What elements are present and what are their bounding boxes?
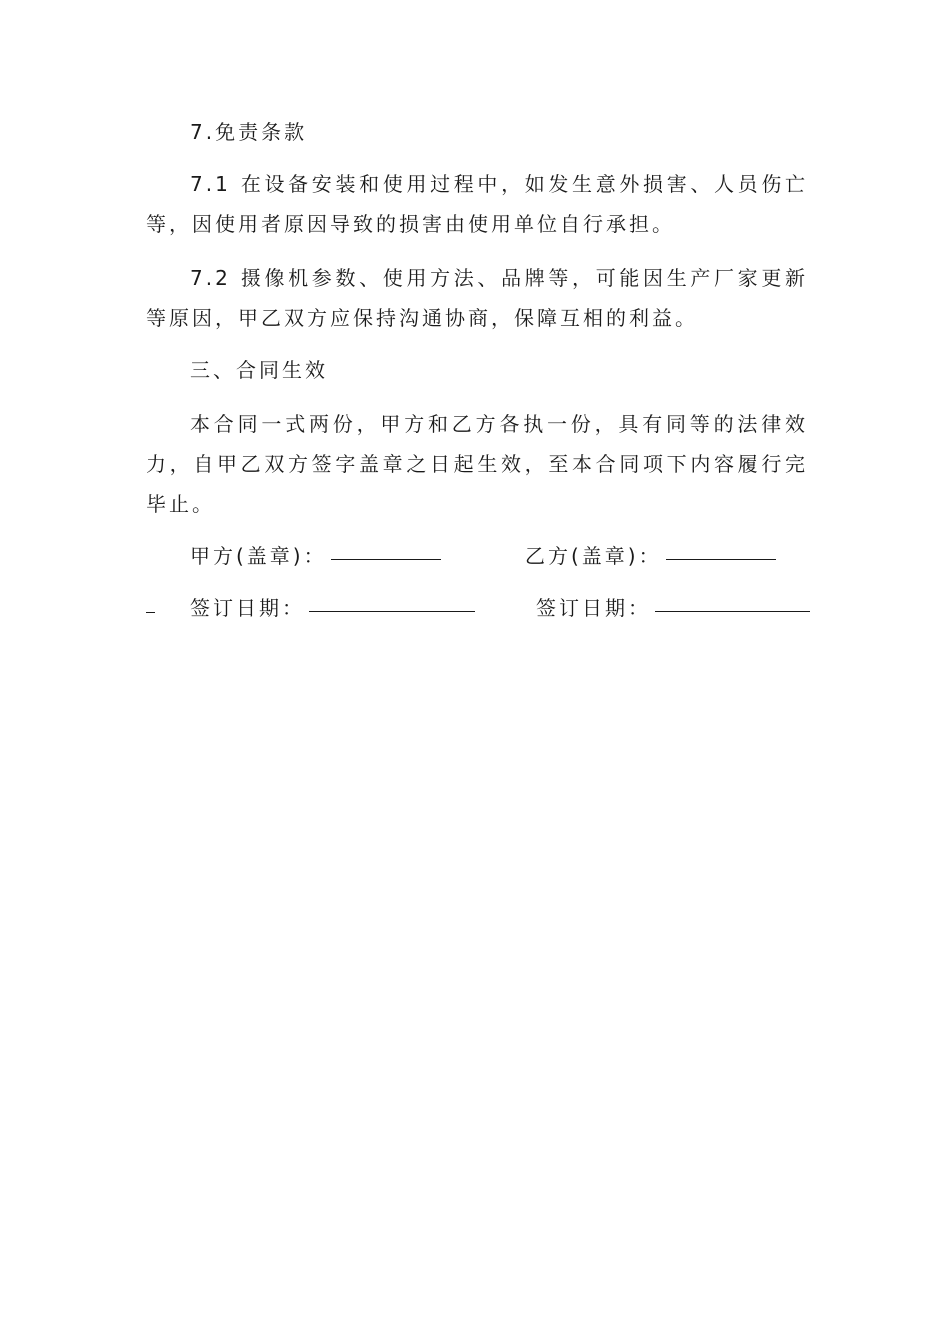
section-7-heading: 7.免责条款 — [190, 120, 308, 144]
party-b-seal-label: 乙方(盖章)： — [525, 544, 662, 568]
section-3-heading: 三、合同生效 — [190, 358, 328, 382]
party-a-seal — [190, 536, 441, 576]
sign-date-left — [190, 588, 475, 628]
party-a-seal-blank — [331, 558, 441, 560]
effect-paragraph: 本合同一式两份，甲方和乙方各执一份，具有同等的法律效力，自甲乙双方签字盖章之日起生效，至本合同项下内容履行完毕止。 — [146, 412, 808, 516]
party-b-seal — [525, 536, 776, 576]
clause-7-2: 7.2 摄像机参数、使用方法、品牌等，可能因生产厂家更新等原因，甲乙双方应保持沟通协商，保障互相的利益。 — [146, 266, 808, 330]
sign-date-left-label: 签订日期： — [190, 596, 305, 620]
date-row — [146, 588, 808, 628]
clause-7-1: 7.1 在设备安装和使用过程中，如发生意外损害、人员伤亡等，因使用者原因导致的损害由使用单位自行承担。 — [146, 172, 808, 236]
document-body — [146, 112, 808, 628]
sign-date-left-blank — [309, 610, 475, 612]
sign-date-right-blank — [655, 610, 810, 612]
party-a-seal-label: 甲方(盖章)： — [190, 544, 327, 568]
seal-row — [146, 536, 808, 576]
sign-date-right-label: 签订日期： — [536, 596, 651, 620]
trailing-underline-mark — [146, 612, 155, 613]
party-b-seal-blank — [666, 558, 776, 560]
sign-date-right — [536, 588, 810, 628]
